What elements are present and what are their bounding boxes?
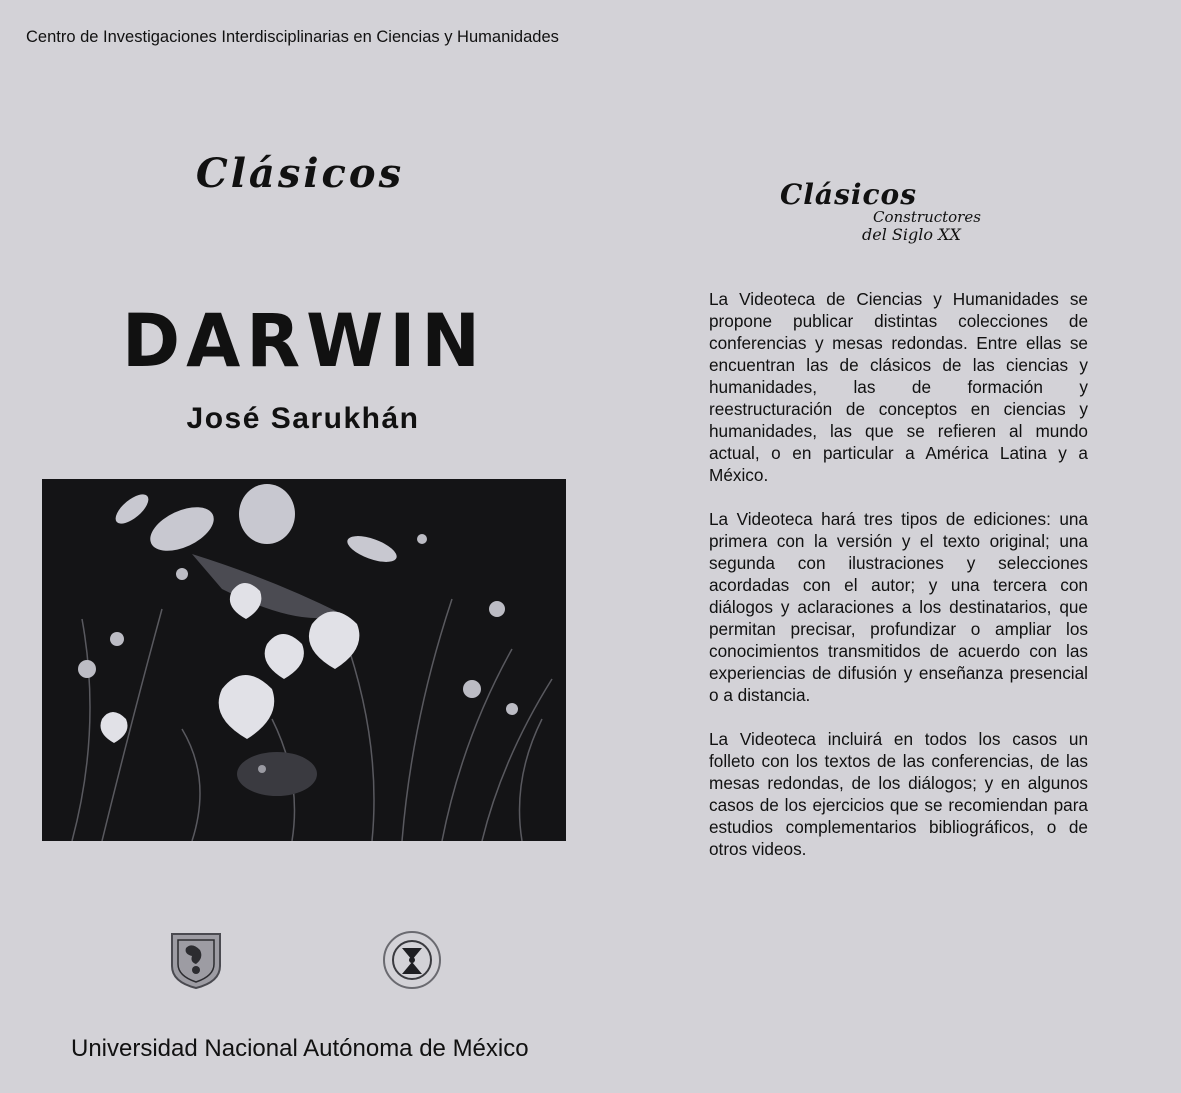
back-series-title: Clásicos	[780, 178, 917, 211]
jungle-painting-illustration	[42, 479, 566, 841]
description-paragraph: La Videoteca incluirá en todos los casos un folleto con los textos de las conferencias, de las mesas redondas, de los diálogos; y en algunos casos de los ejercicios que se recomiendan para estudios complementarios bibliográficos, o de otros videos.	[709, 729, 1088, 859]
back-series-subtitle: Constructores	[873, 208, 981, 226]
back-description	[709, 288, 1088, 882]
book-title: DARWIN	[121, 297, 487, 385]
author-name: José Sarukhán	[186, 402, 420, 435]
unam-seal-icon	[168, 930, 224, 990]
description-paragraph: La Videoteca de Ciencias y Humanidades se propone publicar distintas colecciones de conferencias y mesas redondas. Entre ellas se encuentran las de clásicos de las ciencias y humanidades, las de formación y reestructuración de conceptos en ciencias y humanidades, las que se refieren al mundo actual, o en particular a América Latina y a México.	[709, 289, 1088, 485]
description-paragraph: La Videoteca hará tres tipos de ediciones: una primera con la versión y el texto original; una segunda con ilustraciones y selecciones acordadas con el autor; y una tercera con diálogos y aclaraciones a los destinatarios, que permitan precisar, profundizar o ampliar los conocimientos transmitidos de acuerdo con las experiencias de difusión y enseñanza presencial o a distancia.	[709, 509, 1088, 705]
ceiich-seal-icon	[381, 930, 443, 990]
back-series-subtitle-2: del Siglo XX	[862, 225, 961, 244]
series-title: Clásicos	[195, 150, 405, 197]
university-name: Universidad Nacional Autónoma de México	[71, 1035, 529, 1062]
institute-name: Centro de Investigaciones Interdisciplinarias en Ciencias y Humanidades	[26, 28, 559, 46]
